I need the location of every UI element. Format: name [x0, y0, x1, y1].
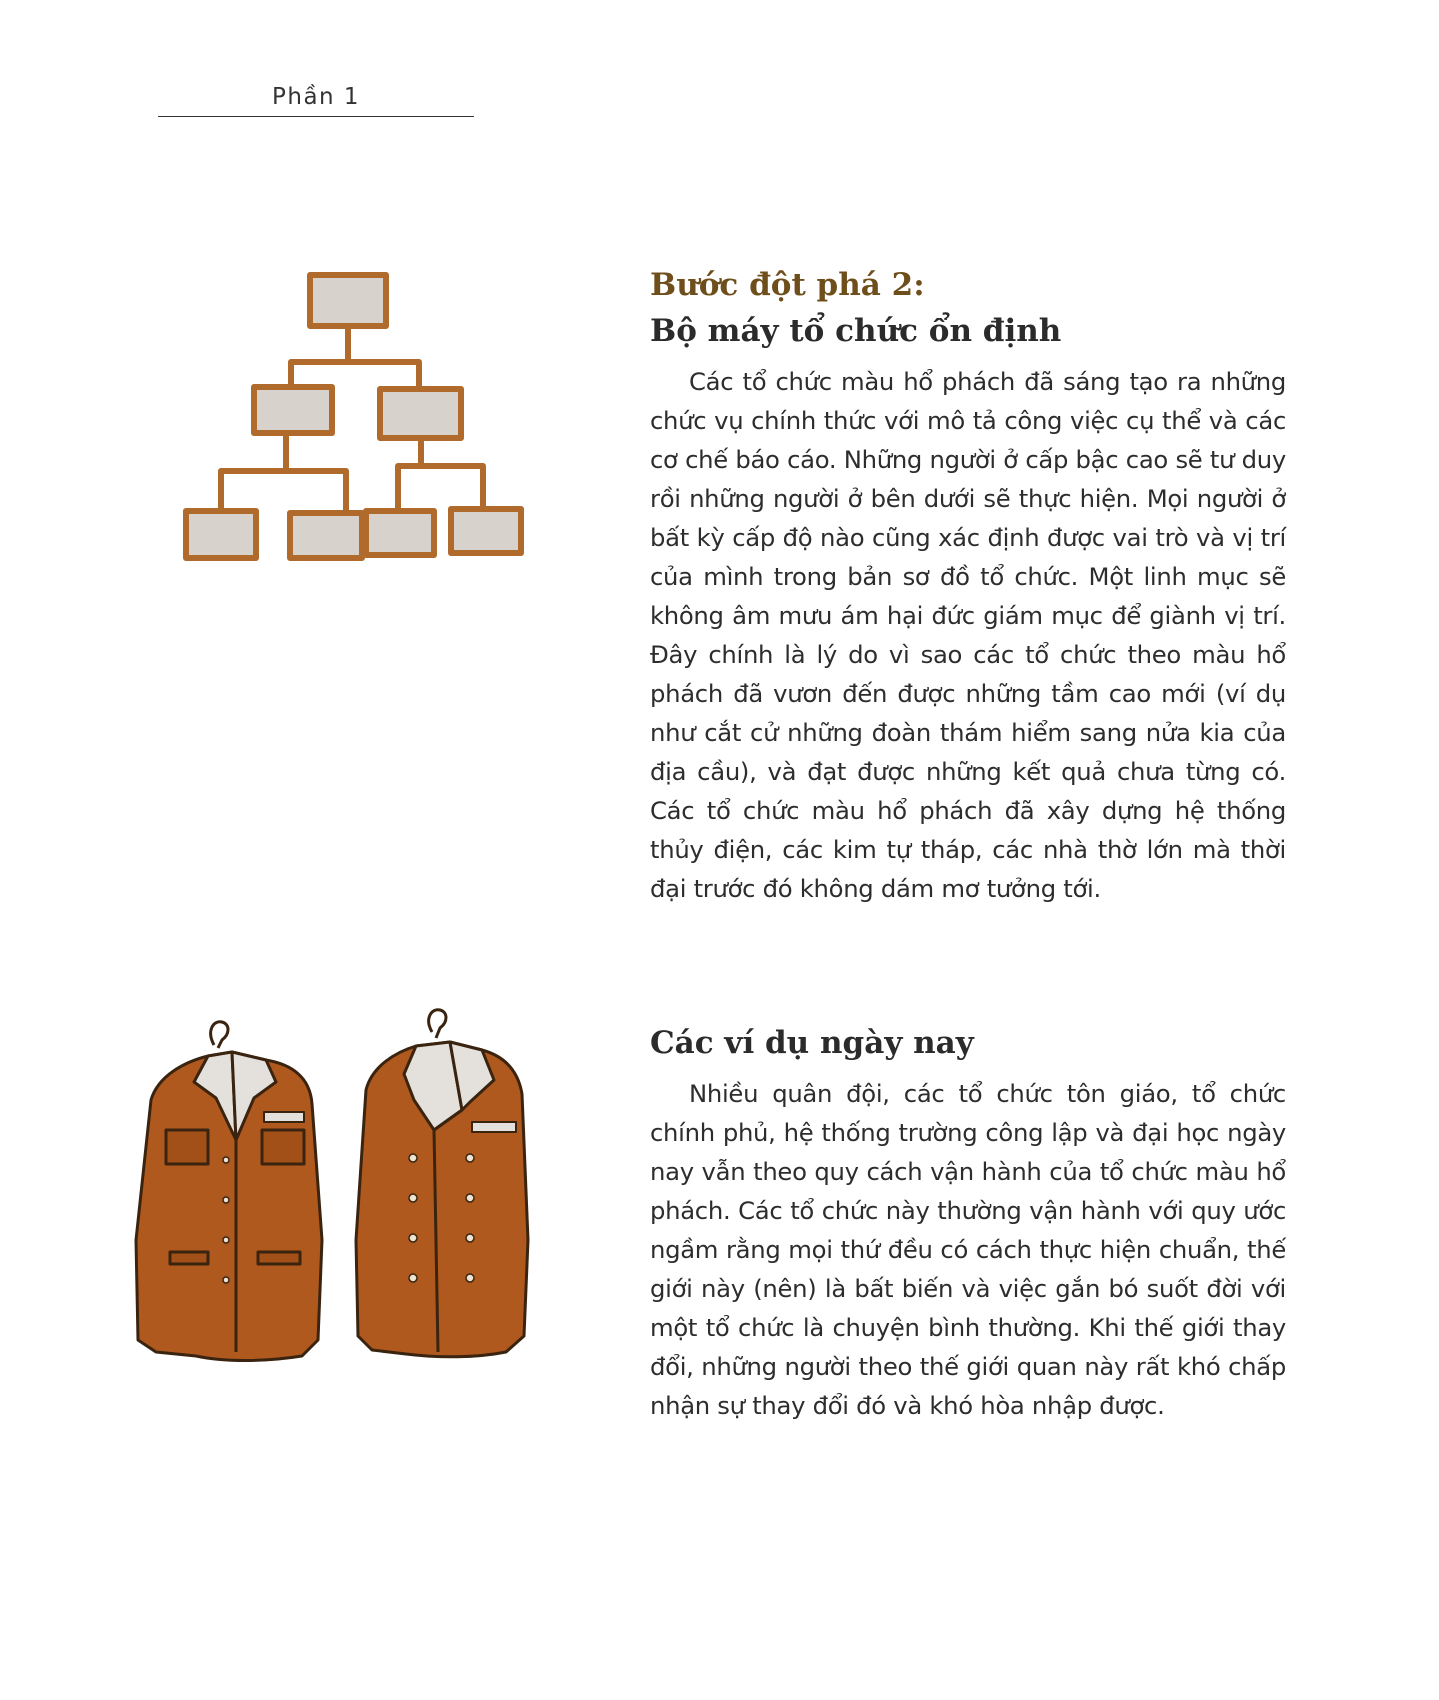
uniform-jackets-illustration	[66, 990, 586, 1400]
org-box-bottom-4	[451, 509, 521, 553]
org-box-mid-right	[380, 389, 461, 438]
org-box-bottom-2	[290, 513, 362, 558]
org-box-mid-left	[254, 387, 332, 433]
org-box-top	[310, 275, 386, 326]
org-chart-illustration	[126, 255, 606, 655]
section-examples-today	[650, 1020, 1286, 1425]
section-body: Các tổ chức màu hổ phách đã sáng tạo ra những chức vụ chính thức với mô tả công việc cụ thể và các cơ chế báo cáo. Những người ở cấp bậc cao sẽ tư duy rồi những người ở bên dưới sẽ thực hiện. Mọi người ở bất kỳ cấp độ nào cũng xác định được vai trò và vị trí của mình trong bản sơ đồ tổ chức. Một linh mục sẽ không âm mưu ám hại đức giám mục để giành vị trí. Đây chính là lý do vì sao các tổ chức theo màu hổ phách đã vươn đến được những tầm cao mới (ví dụ như cắt cử những đoàn thám hiểm sang nửa kia của địa cầu), và đạt được những kết quả chưa từng có. Các tổ chức màu hổ phách đã xây dựng hệ thống thủy điện, các kim tự tháp, các nhà thờ lớn mà thời đại trước đó không dám mơ tưởng tới.	[650, 367, 1286, 903]
section-breakthrough-2	[650, 262, 1286, 908]
running-head-label: Phần 1	[272, 84, 361, 110]
military-jacket-left	[136, 1022, 322, 1361]
org-box-bottom-1	[186, 511, 256, 558]
section-title: Bộ máy tổ chức ổn định	[650, 313, 1062, 349]
running-head	[158, 78, 474, 117]
section-body: Nhiều quân đội, các tổ chức tôn giáo, tổ chức chính phủ, hệ thống trường công lập và đại học ngày nay vẫn theo quy cách vận hành của tổ chức màu hổ phách. Các tổ chức này thường vận hành với quy ước ngầm rằng mọi thứ đều có cách thực hiện chuẩn, thế giới này (nên) là bất biến và việc gắn bó suốt đời với một tổ chức là chuyện bình thường. Khi thế giới thay đổi, những người theo thế giới quan này rất khó chấp nhận sự thay đổi đó và khó hòa nhập được.	[650, 1079, 1286, 1420]
org-box-bottom-3	[366, 511, 434, 555]
military-jacket-right	[356, 1010, 528, 1357]
section-kicker: Bước đột phá 2:	[650, 267, 925, 303]
section-title: Các ví dụ ngày nay	[650, 1025, 974, 1061]
